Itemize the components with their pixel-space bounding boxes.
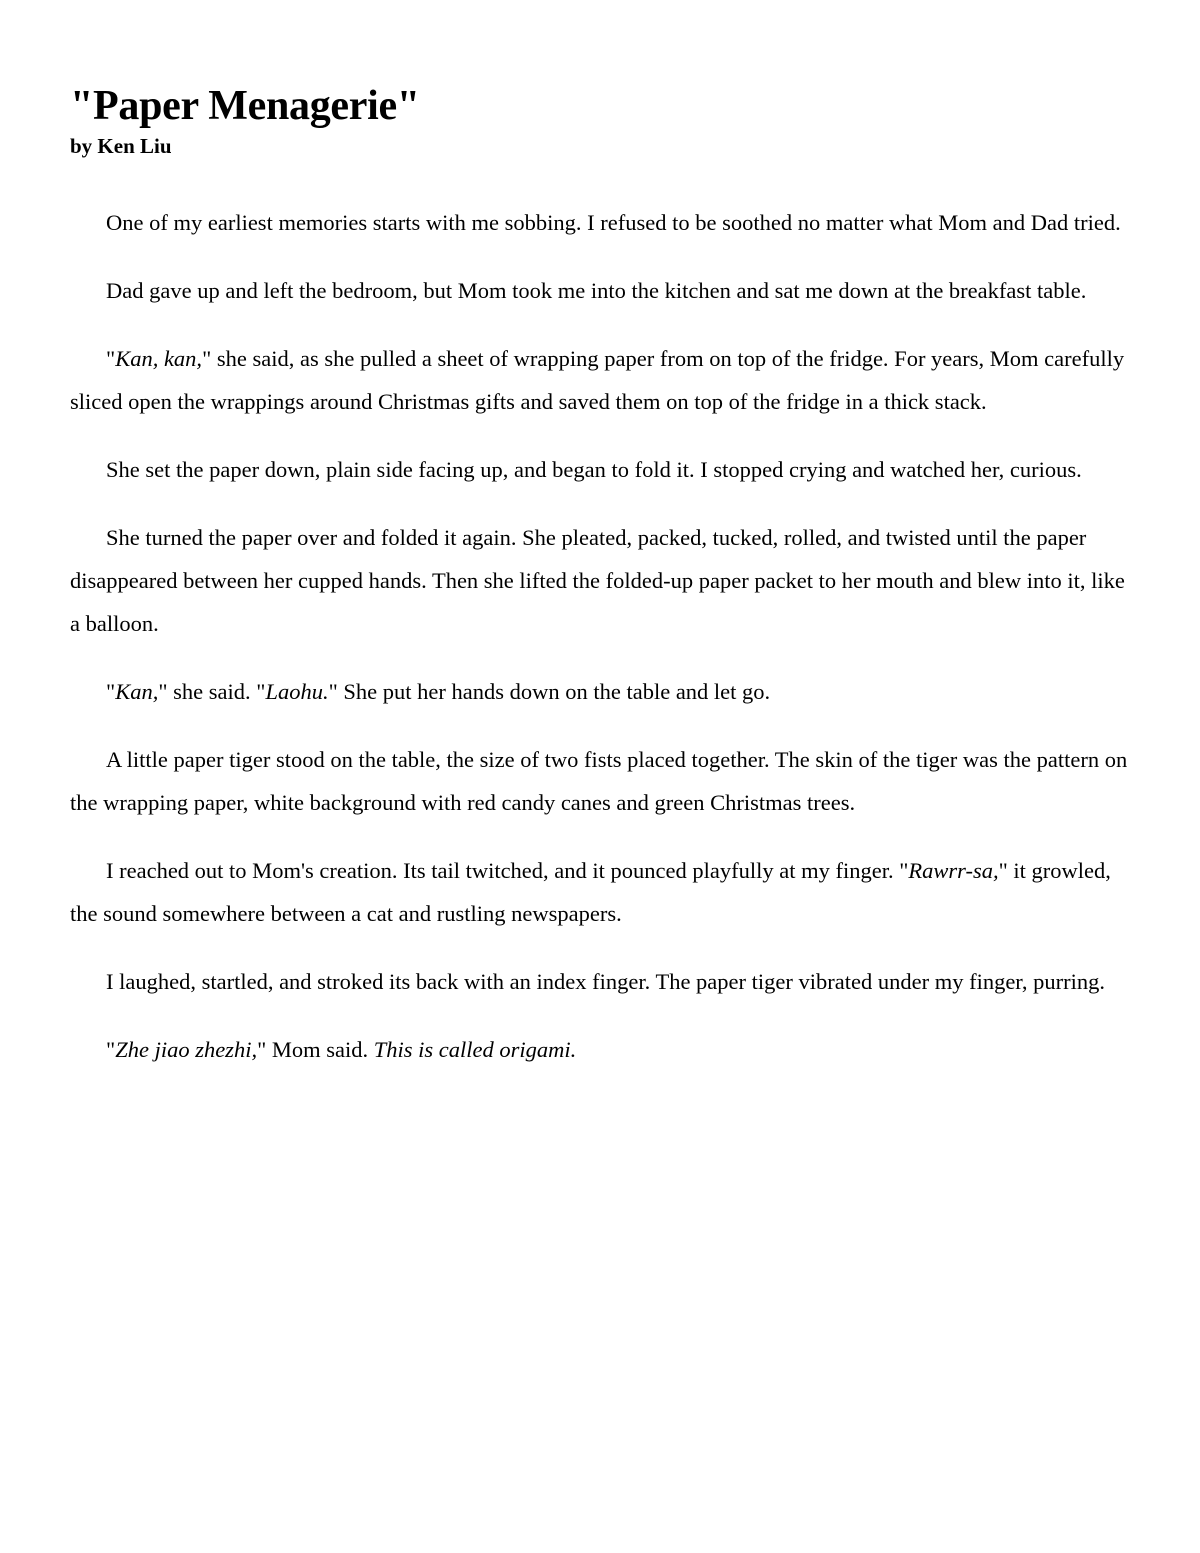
author-byline: by Ken Liu [70, 134, 172, 158]
italic-text: Kan, [115, 679, 159, 704]
paragraph-text: " [106, 679, 116, 704]
paragraph [70, 738, 1130, 824]
paragraph-text: " she said. " [158, 679, 266, 704]
story-title: "Paper Menagerie" [70, 83, 420, 129]
paragraph [70, 448, 1130, 491]
document-page [70, 78, 1130, 1096]
paragraph-text: " She put her hands down on the table and let go. [328, 679, 771, 704]
paragraph-text: " [106, 1037, 116, 1062]
paragraph-text: " Mom said. [257, 1037, 374, 1062]
paragraph [70, 960, 1130, 1003]
italic-text: Laohu. [265, 679, 329, 704]
paragraph-text: I laughed, startled, and stroked its back with an index finger. The paper tiger vibrated under my finger, purring. [106, 969, 1106, 994]
paragraph [70, 1028, 1130, 1071]
paragraph-text: A little paper tiger stood on the table, the size of two fists placed together. The skin of the tiger was the pattern on the wrapping paper, white background with red candy canes and green Christmas trees. [70, 747, 1128, 815]
paragraph [70, 337, 1130, 423]
italic-text: Rawrr-sa, [908, 858, 999, 883]
story-body [70, 201, 1130, 1071]
italic-text: This is called origami. [373, 1037, 577, 1062]
paragraph [70, 269, 1130, 312]
paragraph-text: " [106, 346, 116, 371]
italic-text: Zhe jiao zhezhi, [115, 1037, 258, 1062]
paragraph-text: Dad gave up and left the bedroom, but Mom took me into the kitchen and sat me down at the breakfast table. [106, 278, 1087, 303]
paragraph-text: One of my earliest memories starts with me sobbing. I refused to be soothed no matter what Mom and Dad tried. [106, 210, 1121, 235]
paragraph [70, 201, 1130, 244]
paragraph-text: I reached out to Mom's creation. Its tail twitched, and it pounced playfully at my finger. " [106, 858, 909, 883]
italic-text: Kan, kan, [115, 346, 203, 371]
paragraph [70, 670, 1130, 713]
paragraph-text: " she said, as she pulled a sheet of wrapping paper from on top of the fridge. For years, Mom carefully sliced open the wrappings around Christmas gifts and saved them on top of the fridge in a thick stack. [70, 346, 1125, 414]
paragraph [70, 516, 1130, 645]
paragraph [70, 849, 1130, 935]
paragraph-text: She turned the paper over and folded it again. She pleated, packed, tucked, rolled, and twisted until the paper disappeared between her cupped hands. Then she lifted the folded-up paper packet to her mouth and blew into it, like a balloon. [70, 525, 1125, 636]
paragraph-text: She set the paper down, plain side facing up, and began to fold it. I stopped crying and watched her, curious. [106, 457, 1082, 482]
paragraph-text: " it growled, the sound somewhere between a cat and rustling newspapers. [70, 858, 1111, 926]
